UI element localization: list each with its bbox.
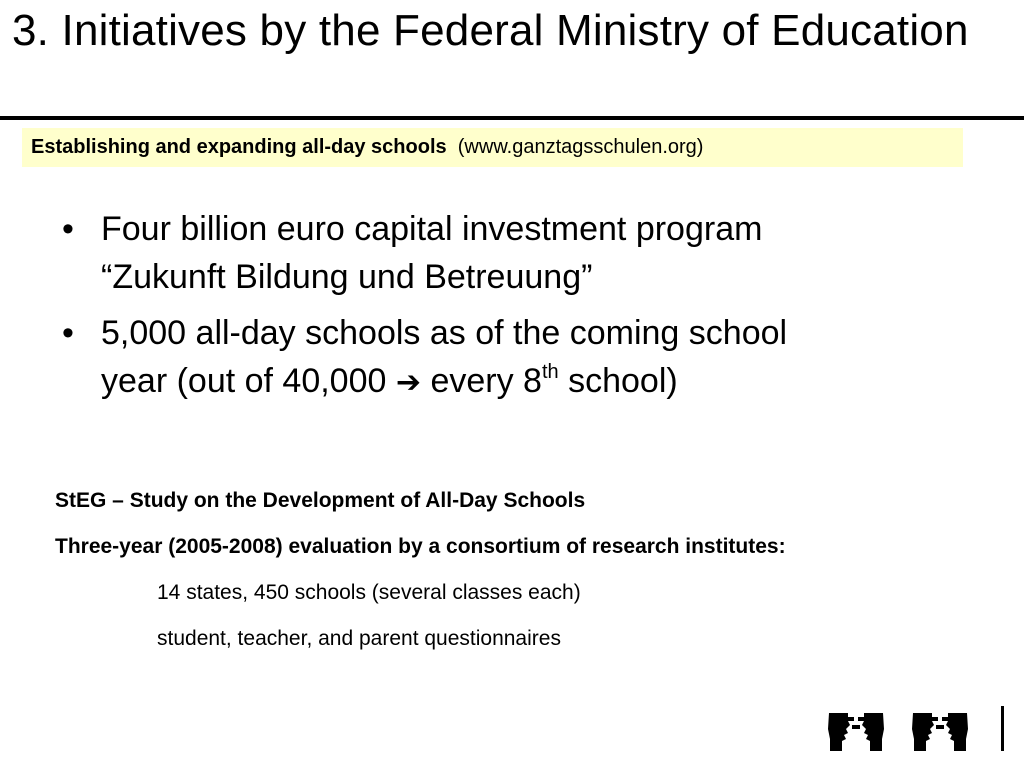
logo-divider (1001, 706, 1004, 751)
study-detail: 14 states, 450 schools (several classes each) (157, 581, 581, 604)
slide-title: 3. Initiatives by the Federal Ministry of Education (12, 6, 969, 55)
bullet-list (0, 205, 1024, 415)
banner-url: (www.ganztagsschulen.org) (457, 136, 704, 158)
bullet-dot-icon: • (62, 314, 74, 352)
study-heading: StEG – Study on the Development of All-Day Schools (55, 489, 586, 512)
bullet-dot-icon: • (62, 210, 74, 248)
bullet-item (0, 309, 1024, 407)
highlight-banner (22, 128, 963, 167)
study-detail: student, teacher, and parent questionnaires (157, 627, 561, 650)
right-arrow-icon: ➔ (395, 366, 422, 399)
banner-heading: Establishing and expanding all-day schools (31, 136, 447, 158)
bullet-text-line: Four billion euro capital investment program (101, 210, 763, 248)
study-section (55, 478, 1015, 662)
two-faces-profile-icon (826, 705, 886, 753)
bullet-text-line: “Zukunft Bildung und Betreuung” (101, 258, 593, 296)
bullet-text-segment: year (out of 40,000 (101, 362, 387, 400)
bullet-text-segment: every 8 (430, 362, 542, 400)
ordinal-superscript: th (541, 360, 559, 383)
bullet-text-segment: school) (568, 362, 678, 400)
bullet-item (0, 205, 1024, 301)
study-subheading: Three-year (2005-2008) evaluation by a consortium of research institutes: (55, 535, 786, 558)
bullet-text-line: 5,000 all-day schools as of the coming school (101, 314, 788, 352)
title-divider (0, 116, 1024, 120)
two-faces-profile-icon (910, 705, 970, 753)
